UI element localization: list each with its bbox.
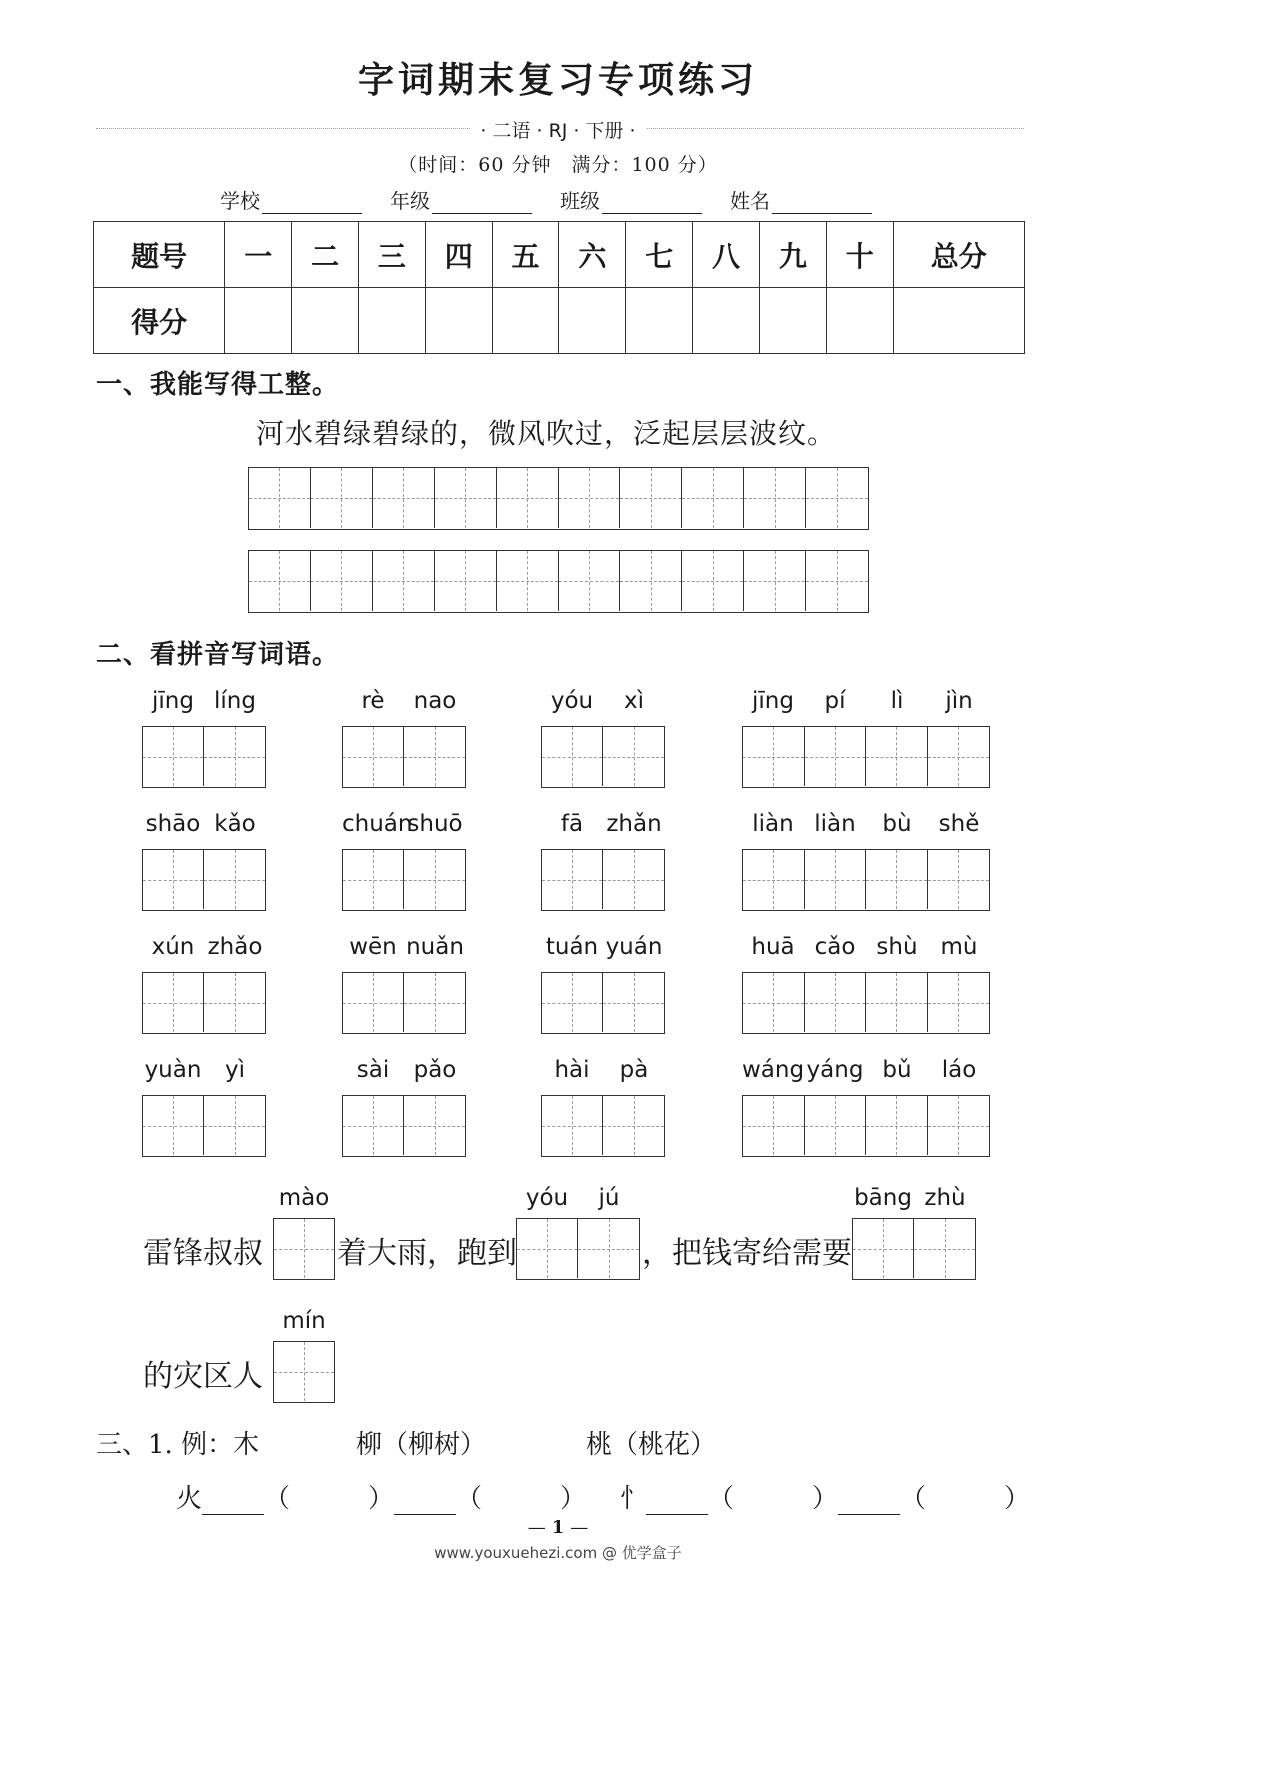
copy-writing-grid-1[interactable] xyxy=(248,467,869,530)
pinyin-label xyxy=(742,811,990,837)
pinyin-syllable: láo xyxy=(941,1057,977,1083)
pinyin-label xyxy=(541,1057,665,1083)
section3-label: 三、1. 例：木 xyxy=(96,1430,260,1460)
pinyin-syllable: nuǎn xyxy=(406,934,464,960)
sentence-text-2: 着大雨，跑到 xyxy=(337,1236,517,1271)
pinyin-syllable: yì xyxy=(224,1057,245,1083)
name-label: 姓名 xyxy=(730,189,770,213)
site-watermark: www.youxuehezi.com @ 优学盒子 xyxy=(434,1544,682,1562)
pinyin-syllable: zhù xyxy=(924,1185,966,1211)
answer-paren[interactable]: （ ） xyxy=(264,1484,395,1514)
writing-cell[interactable] xyxy=(343,850,404,909)
score-row xyxy=(94,288,1025,354)
pinyin-syllable: mù xyxy=(940,934,978,960)
section3-row-fire xyxy=(176,1478,586,1515)
writing-cell[interactable] xyxy=(497,468,559,528)
pinyin-syllable: yáng xyxy=(806,1057,864,1083)
writing-cell[interactable] xyxy=(204,973,265,1032)
writing-cell[interactable] xyxy=(559,551,621,611)
pinyin-syllable: rè xyxy=(361,688,385,714)
writing-cell[interactable] xyxy=(603,850,664,909)
score-cell[interactable] xyxy=(492,288,559,354)
score-header-cell: 总分 xyxy=(893,222,1024,288)
writing-cell[interactable] xyxy=(805,973,867,1032)
pinyin-syllable: wáng xyxy=(742,1057,805,1083)
pinyin-syllable: jú xyxy=(598,1185,620,1211)
pinyin-syllable: jīng xyxy=(152,688,194,714)
writing-cell[interactable] xyxy=(743,727,805,786)
score-cell[interactable] xyxy=(292,288,359,354)
pinyin-label xyxy=(142,1057,266,1083)
writing-cell[interactable] xyxy=(274,1219,334,1278)
radical-fire: 火 xyxy=(176,1484,203,1514)
answer-paren[interactable]: （ ） xyxy=(708,1484,839,1514)
writing-cell[interactable] xyxy=(743,1096,805,1155)
pinyin-answer-grid[interactable] xyxy=(342,849,466,911)
answer-blank[interactable] xyxy=(838,1489,900,1515)
pinyin-answer-grid[interactable] xyxy=(742,972,990,1034)
pinyin-syllable: yuán xyxy=(605,934,663,960)
copy-writing-grid-2[interactable] xyxy=(248,550,869,613)
pinyin-answer-grid[interactable] xyxy=(142,1095,266,1157)
pinyin-syllable: yuàn xyxy=(144,1057,202,1083)
pinyin-syllable: pǎo xyxy=(413,1057,457,1083)
pinyin-syllable: bǔ xyxy=(882,1057,912,1083)
writing-cell[interactable] xyxy=(204,1096,265,1155)
pinyin-syllable: xún xyxy=(151,934,195,960)
writing-cell[interactable] xyxy=(682,468,744,528)
pinyin-label xyxy=(142,688,266,714)
section3-example-1: 柳（柳树） xyxy=(356,1430,487,1460)
section3-row-heart xyxy=(620,1478,1030,1515)
writing-cell[interactable] xyxy=(806,551,868,611)
pinyin-syllable: pà xyxy=(619,1057,649,1083)
pinyin-syllable: jìn xyxy=(945,688,973,714)
school-blank[interactable] xyxy=(262,192,362,214)
pinyin-answer-grid[interactable] xyxy=(742,726,990,788)
writing-cell[interactable] xyxy=(343,973,404,1032)
pinyin-syllable: fā xyxy=(560,811,584,837)
pinyin-syllable: cǎo xyxy=(814,934,856,960)
pinyin-syllable: pí xyxy=(824,688,846,714)
writing-cell[interactable] xyxy=(143,1096,204,1155)
writing-cell[interactable] xyxy=(497,551,559,611)
pinyin-label xyxy=(742,1057,990,1083)
pinyin-syllable: líng xyxy=(214,688,256,714)
writing-cell[interactable] xyxy=(603,973,664,1032)
score-header-cell: 二 xyxy=(292,222,359,288)
score-header-cell: 六 xyxy=(559,222,626,288)
pinyin-syllable: jīng xyxy=(752,688,794,714)
question-number-row xyxy=(94,222,1025,288)
page-number xyxy=(0,1517,1116,1538)
pinyin-label xyxy=(541,811,665,837)
writing-cell[interactable] xyxy=(542,973,603,1032)
score-cell[interactable] xyxy=(759,288,826,354)
writing-cell[interactable] xyxy=(343,727,404,786)
writing-cell[interactable] xyxy=(559,468,621,528)
pinyin-syllable: nao xyxy=(413,688,457,714)
score-header-cell: 九 xyxy=(759,222,826,288)
answer-blank[interactable] xyxy=(202,1489,264,1515)
writing-cell[interactable] xyxy=(404,1096,465,1155)
writing-cell[interactable] xyxy=(603,727,664,786)
writing-cell[interactable] xyxy=(311,551,373,611)
pinyin-syllable: sài xyxy=(356,1057,390,1083)
section2-heading: 二、看拼音写词语。 xyxy=(96,640,340,670)
answer-blank[interactable] xyxy=(646,1489,708,1515)
pinyin-syllable: shě xyxy=(938,811,980,837)
writing-cell[interactable] xyxy=(404,850,465,909)
pinyin-syllable: liàn xyxy=(752,811,794,837)
pinyin-syllable: zhǎo xyxy=(207,934,263,960)
pinyin-syllable: lì xyxy=(890,688,904,714)
score-header-cell: 四 xyxy=(425,222,492,288)
writing-cell[interactable] xyxy=(805,727,867,786)
sentence-pinyin-4 xyxy=(273,1308,335,1334)
writing-cell[interactable] xyxy=(249,468,311,528)
student-info-fields xyxy=(220,185,900,214)
score-cell[interactable] xyxy=(559,288,626,354)
writing-cell[interactable] xyxy=(744,468,806,528)
score-header-cell: 十 xyxy=(826,222,893,288)
writing-cell[interactable] xyxy=(542,1096,603,1155)
score-header-cell: 七 xyxy=(626,222,693,288)
time-info: （时间：60 分钟 满分：100 分） xyxy=(398,154,718,176)
writing-cell[interactable] xyxy=(866,727,928,786)
score-header-cell: 八 xyxy=(693,222,760,288)
pinyin-syllable: shāo xyxy=(145,811,201,837)
pinyin-label xyxy=(142,811,266,837)
pinyin-answer-grid[interactable] xyxy=(142,972,266,1034)
grade-blank[interactable] xyxy=(432,192,532,214)
sentence-grid-mao[interactable] xyxy=(273,1218,335,1280)
school-field[interactable] xyxy=(220,185,362,214)
writing-cell[interactable] xyxy=(311,468,373,528)
grade-field[interactable] xyxy=(390,185,532,214)
pinyin-syllable: chuán xyxy=(342,811,413,837)
writing-cell[interactable] xyxy=(914,1219,975,1278)
score-header-cell: 三 xyxy=(358,222,425,288)
pinyin-label xyxy=(541,934,665,960)
writing-cell[interactable] xyxy=(143,727,204,786)
pinyin-syllable: liàn xyxy=(814,811,856,837)
pinyin-syllable: yóu xyxy=(550,688,594,714)
score-row-label: 得分 xyxy=(94,288,225,354)
writing-cell[interactable] xyxy=(744,551,806,611)
writing-cell[interactable] xyxy=(343,1096,404,1155)
writing-cell[interactable] xyxy=(620,468,682,528)
pinyin-answer-grid[interactable] xyxy=(742,849,990,911)
school-label: 学校 xyxy=(220,189,260,213)
writing-cell[interactable] xyxy=(620,551,682,611)
writing-cell[interactable] xyxy=(542,850,603,909)
writing-cell[interactable] xyxy=(866,973,928,1032)
sentence-text-4: 的灾区人 xyxy=(143,1359,263,1394)
answer-paren[interactable]: （ ） xyxy=(900,1484,1031,1514)
pinyin-syllable: shuō xyxy=(407,811,463,837)
page-title: 字词期末复习专项练习 xyxy=(357,59,758,101)
section1-heading: 一、我能写得工整。 xyxy=(96,370,340,400)
sentence-text-1: 雷锋叔叔 xyxy=(143,1236,263,1271)
writing-cell[interactable] xyxy=(204,727,265,786)
writing-cell[interactable] xyxy=(743,973,805,1032)
pinyin-label xyxy=(342,811,466,837)
class-label: 班级 xyxy=(560,189,600,213)
page-number-text: — 1 — xyxy=(522,1517,595,1538)
score-header-cell: 题号 xyxy=(94,222,225,288)
sentence-grid-min[interactable] xyxy=(273,1341,335,1403)
pinyin-label xyxy=(342,688,466,714)
name-field[interactable] xyxy=(730,185,872,214)
pinyin-syllable: bù xyxy=(882,811,912,837)
writing-cell[interactable] xyxy=(805,1096,867,1155)
writing-cell[interactable] xyxy=(404,973,465,1032)
pinyin-label xyxy=(742,934,990,960)
pinyin-label xyxy=(142,934,266,960)
pinyin-answer-grid[interactable] xyxy=(541,849,665,911)
score-cell[interactable] xyxy=(225,288,292,354)
score-cell[interactable] xyxy=(358,288,425,354)
writing-cell[interactable] xyxy=(435,468,497,528)
writing-cell[interactable] xyxy=(928,850,990,909)
writing-cell[interactable] xyxy=(743,850,805,909)
grade-label: 年级 xyxy=(390,189,430,213)
pinyin-syllable: zhǎn xyxy=(606,811,662,837)
pinyin-syllable: mào xyxy=(278,1185,330,1211)
score-header-cell: 五 xyxy=(492,222,559,288)
writing-cell[interactable] xyxy=(805,850,867,909)
writing-cell[interactable] xyxy=(249,551,311,611)
pinyin-answer-grid[interactable] xyxy=(142,726,266,788)
pinyin-answer-grid[interactable] xyxy=(541,1095,665,1157)
sentence-pinyin-2 xyxy=(516,1185,640,1211)
pinyin-syllable: mín xyxy=(282,1308,326,1334)
pinyin-syllable: wēn xyxy=(349,934,397,960)
writing-cell[interactable] xyxy=(542,727,603,786)
pinyin-label xyxy=(342,934,466,960)
writing-cell[interactable] xyxy=(603,1096,664,1155)
class-field[interactable] xyxy=(560,185,702,214)
pinyin-syllable: bāng xyxy=(854,1185,912,1211)
writing-cell[interactable] xyxy=(373,551,435,611)
pinyin-label xyxy=(342,1057,466,1083)
section3-example-2: 桃（桃花） xyxy=(586,1430,717,1460)
writing-cell[interactable] xyxy=(373,468,435,528)
sentence-pinyin-3 xyxy=(852,1185,976,1211)
score-cell[interactable] xyxy=(626,288,693,354)
pinyin-syllable: shù xyxy=(876,934,918,960)
writing-cell[interactable] xyxy=(928,727,990,786)
pinyin-syllable: kǎo xyxy=(214,811,256,837)
subtitle xyxy=(0,116,1116,143)
writing-cell[interactable] xyxy=(853,1219,914,1278)
pinyin-answer-grid[interactable] xyxy=(342,1095,466,1157)
score-cell[interactable] xyxy=(693,288,760,354)
answer-blank[interactable] xyxy=(394,1489,456,1515)
name-blank[interactable] xyxy=(772,192,872,214)
writing-cell[interactable] xyxy=(143,850,204,909)
answer-paren[interactable]: （ ） xyxy=(456,1484,587,1514)
writing-cell[interactable] xyxy=(204,850,265,909)
pinyin-answer-grid[interactable] xyxy=(342,972,466,1034)
writing-cell[interactable] xyxy=(928,973,990,1032)
pinyin-answer-grid[interactable] xyxy=(342,726,466,788)
writing-cell[interactable] xyxy=(866,1096,928,1155)
pinyin-answer-grid[interactable] xyxy=(142,849,266,911)
sentence-pinyin-1 xyxy=(273,1185,335,1211)
writing-cell[interactable] xyxy=(806,468,868,528)
writing-cell[interactable] xyxy=(578,1219,639,1278)
pinyin-syllable: tuán xyxy=(545,934,599,960)
writing-cell[interactable] xyxy=(274,1342,334,1401)
sentence-grid-youju[interactable] xyxy=(516,1218,640,1280)
pinyin-answer-grid[interactable] xyxy=(541,726,665,788)
score-table xyxy=(93,221,1025,354)
score-header-cell: 一 xyxy=(225,222,292,288)
writing-cell[interactable] xyxy=(866,850,928,909)
writing-cell[interactable] xyxy=(928,1096,990,1155)
subtitle-text: · 二语 · RJ · 下册 · xyxy=(470,120,645,142)
pinyin-syllable: hài xyxy=(554,1057,590,1083)
score-cell[interactable] xyxy=(826,288,893,354)
writing-cell[interactable] xyxy=(404,727,465,786)
pinyin-label xyxy=(742,688,990,714)
pinyin-answer-grid[interactable] xyxy=(541,972,665,1034)
writing-cell[interactable] xyxy=(682,551,744,611)
pinyin-label xyxy=(541,688,665,714)
score-cell[interactable] xyxy=(425,288,492,354)
sentence-text-3: ，把钱寄给需要 xyxy=(642,1236,852,1271)
pinyin-syllable: yóu xyxy=(525,1185,569,1211)
score-cell[interactable] xyxy=(893,288,1024,354)
writing-cell[interactable] xyxy=(517,1219,578,1278)
pinyin-syllable: huā xyxy=(751,934,795,960)
radical-heart: 忄 xyxy=(620,1484,647,1514)
class-blank[interactable] xyxy=(602,192,702,214)
copy-passage: 河水碧绿碧绿的，微风吹过，泛起层层波纹。 xyxy=(256,417,837,450)
writing-cell[interactable] xyxy=(435,551,497,611)
pinyin-answer-grid[interactable] xyxy=(742,1095,990,1157)
writing-cell[interactable] xyxy=(143,973,204,1032)
sentence-grid-bangzhu[interactable] xyxy=(852,1218,976,1280)
pinyin-syllable: xì xyxy=(623,688,644,714)
